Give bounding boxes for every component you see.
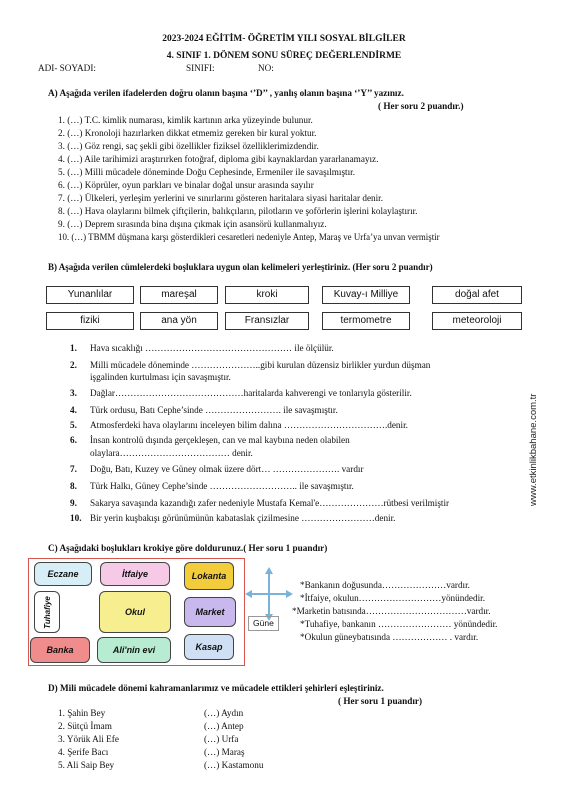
list-item: 3. Dağlar……………………………………haritalarda kahverengi ve tonlarıyla gösterilir.: [70, 388, 412, 398]
compass-label: Güne: [248, 616, 279, 631]
eczane-box: Eczane: [34, 562, 92, 586]
alinin-evi-box: Ali'nin evi: [97, 637, 171, 663]
list-item: 8. Türk Halkı, Güney Cephe’sinde ……………………….. ile savaşmıştır.: [70, 481, 354, 491]
list-item: 5. Ali Saip Bey: [58, 760, 115, 770]
word-chip: meteoroloji: [432, 312, 522, 330]
word-chip: doğal afet: [432, 286, 522, 304]
list-item: 9. Sakarya savaşında kazandığı zafer nedeniyle Mustafa Kemal'e…………………rütbesi verilmiştir: [70, 498, 450, 508]
list-item: 4. Türk ordusu, Batı Cephe’sinde ……………………. ile savaşmıştır.: [70, 405, 338, 415]
word-chip: kroki: [225, 286, 309, 304]
word-chip: Fransızlar: [225, 312, 309, 330]
list-item: (…) Maraş: [204, 747, 245, 757]
section-b-title: B) Aşağıda verilen cümlelerdeki boşluklara uygun olan kelimeleri yerleştiriniz. (Her soru 2 puandır): [48, 262, 433, 272]
list-item: 7. (…) Ülkeleri, yerleşim yerlerini ve sınırlarını gösteren haritalara siyasi haritalar denir.: [58, 193, 384, 203]
list-item: 9. (…) Deprem sırasında bina dışına çıkmak için asansörü kullanmalıyız.: [58, 219, 327, 229]
list-item: 3. Yörük Ali Efe: [58, 734, 119, 744]
list-item: 1. Hava sıcaklığı ………………………………………… ile ölçülür.: [70, 343, 334, 353]
list-item: olaylara……………………………… denir.: [90, 448, 253, 458]
watermark-url: www.etkinlikbahane.com.tr: [528, 393, 539, 506]
list-item: (…) Urfa: [204, 734, 239, 744]
tuhafiye-label: Tuhafiye: [42, 595, 52, 629]
list-item: 4. (…) Aile tarihimizi araştırırken fotoğraf, diploma gibi kaynaklardan yararlanamayız.: [58, 154, 379, 164]
word-chip: Kuvay-ı Milliye: [322, 286, 410, 304]
list-item: 1. (…) T.C. kimlik numarası, kimlik kartının arka yüzeyinde bulunur.: [58, 115, 313, 125]
kasap-box: Kasap: [184, 634, 234, 660]
list-item: *Bankanın doğusunda…………………vardır.: [300, 580, 470, 590]
list-item: 8. (…) Hava olaylarını bilmek çiftçilerin, balıkçıların, pilotların ve şoförlerin işlerini kolaylaştırır.: [58, 206, 418, 216]
list-item: 1. Şahin Bey: [58, 708, 106, 718]
list-item: işgalinden kurtulması için savaşmıştır.: [90, 372, 231, 382]
section-d-title: D) Mili mücadele dönemi kahramanlarımız ve mücadele ettikleri şehirleri eşleştiriniz.: [48, 683, 384, 693]
list-item: 2. Milli mücadele döneminde …………………..gibi kurulan düzensiz birlikler yurdun düşman: [70, 360, 431, 370]
list-item: *Tuhafiye, bankanın …………………… yönündedir.: [300, 619, 498, 629]
list-item: 5. (…) Milli mücadele döneminde Doğu Cephesinde, Ermeniler ile savaşılmıştır.: [58, 167, 355, 177]
list-item: 5. Atmosferdeki hava olaylarını inceleyen bilim dalına …………………………….denir.: [70, 420, 408, 430]
section-c-title: C) Aşağıdaki boşlukları krokiye göre doldurunuz.( Her soru 1 puandır): [48, 543, 328, 553]
list-item: 10. (…) TBMM düşmana karşı gösterdikleri cesaretleri nedeniyle Antep, Maraş ve Urfa’ya unvan vermiştir: [58, 232, 440, 242]
itfaiye-box: İtfaiye: [100, 562, 170, 586]
compass-rose-icon: [244, 566, 294, 622]
word-chip: ana yön: [140, 312, 218, 330]
list-item: 7. Doğu, Batı, Kuzey ve Güney olmak üzere dört… …………………. vardır: [70, 464, 364, 474]
section-a-title: A) Aşağıda verilen ifadelerden doğru olanın başına ‘’D’’ , yanlış olanın başına ‘’Y’’ yazınız.: [48, 88, 404, 98]
tuhafiye-box: [34, 591, 60, 633]
word-chip: termometre: [322, 312, 410, 330]
list-item: (…) Kastamonu: [204, 760, 264, 770]
list-item: 6. İnsan kontrolü dışında gerçekleşen, can ve mal kaybına neden olabilen: [70, 435, 350, 445]
list-item: 10. Bir yerin kuşbakışı görünümünün kabataslak çizilmesine ……………………denir.: [70, 513, 396, 523]
list-item: 4. Şerife Bacı: [58, 747, 109, 757]
list-item: 6. (…) Köprüler, oyun parkları ve binalar doğal unsur arasında sayılır: [58, 180, 314, 190]
number-label: NO:: [258, 63, 274, 73]
list-item: *Marketin batısında……………………………vardır.: [292, 606, 491, 616]
word-chip: mareşal: [140, 286, 218, 304]
list-item: 2. (…) Kronoloji hazırlarken dikkat etmemiz gereken bir kural yoktur.: [58, 128, 317, 138]
worksheet-subtitle: 4. SINIF 1. DÖNEM SONU SÜREÇ DEĞERLENDİRME: [166, 51, 402, 61]
word-chip: Yunanlılar: [46, 286, 134, 304]
okul-box: Okul: [99, 591, 171, 633]
market-box: Market: [184, 597, 236, 627]
list-item: *Okulun güneybatısında ……………… . vardır.: [300, 632, 479, 642]
list-item: 2. Sütçü İmam: [58, 721, 112, 731]
lokanta-box: Lokanta: [184, 562, 234, 590]
word-chip: fiziki: [46, 312, 134, 330]
class-label: SINIFI:: [186, 63, 215, 73]
banka-box: Banka: [30, 637, 90, 663]
section-d-points: ( Her soru 1 puandır): [338, 696, 423, 706]
list-item: (…) Antep: [204, 721, 244, 731]
list-item: (…) Aydın: [204, 708, 244, 718]
list-item: 3. (…) Göz rengi, saç şekli gibi özellikler fiziksel özelliklerimizdendir.: [58, 141, 319, 151]
list-item: *İtfaiye, okulun………………………yönündedir.: [300, 593, 486, 603]
section-a-points: ( Her soru 2 puandır.): [378, 101, 464, 111]
name-label: ADI- SOYADI:: [38, 63, 96, 73]
worksheet-title: 2023-2024 EĞİTİM- ÖĞRETİM YILI SOSYAL BİLGİLER: [162, 34, 406, 44]
